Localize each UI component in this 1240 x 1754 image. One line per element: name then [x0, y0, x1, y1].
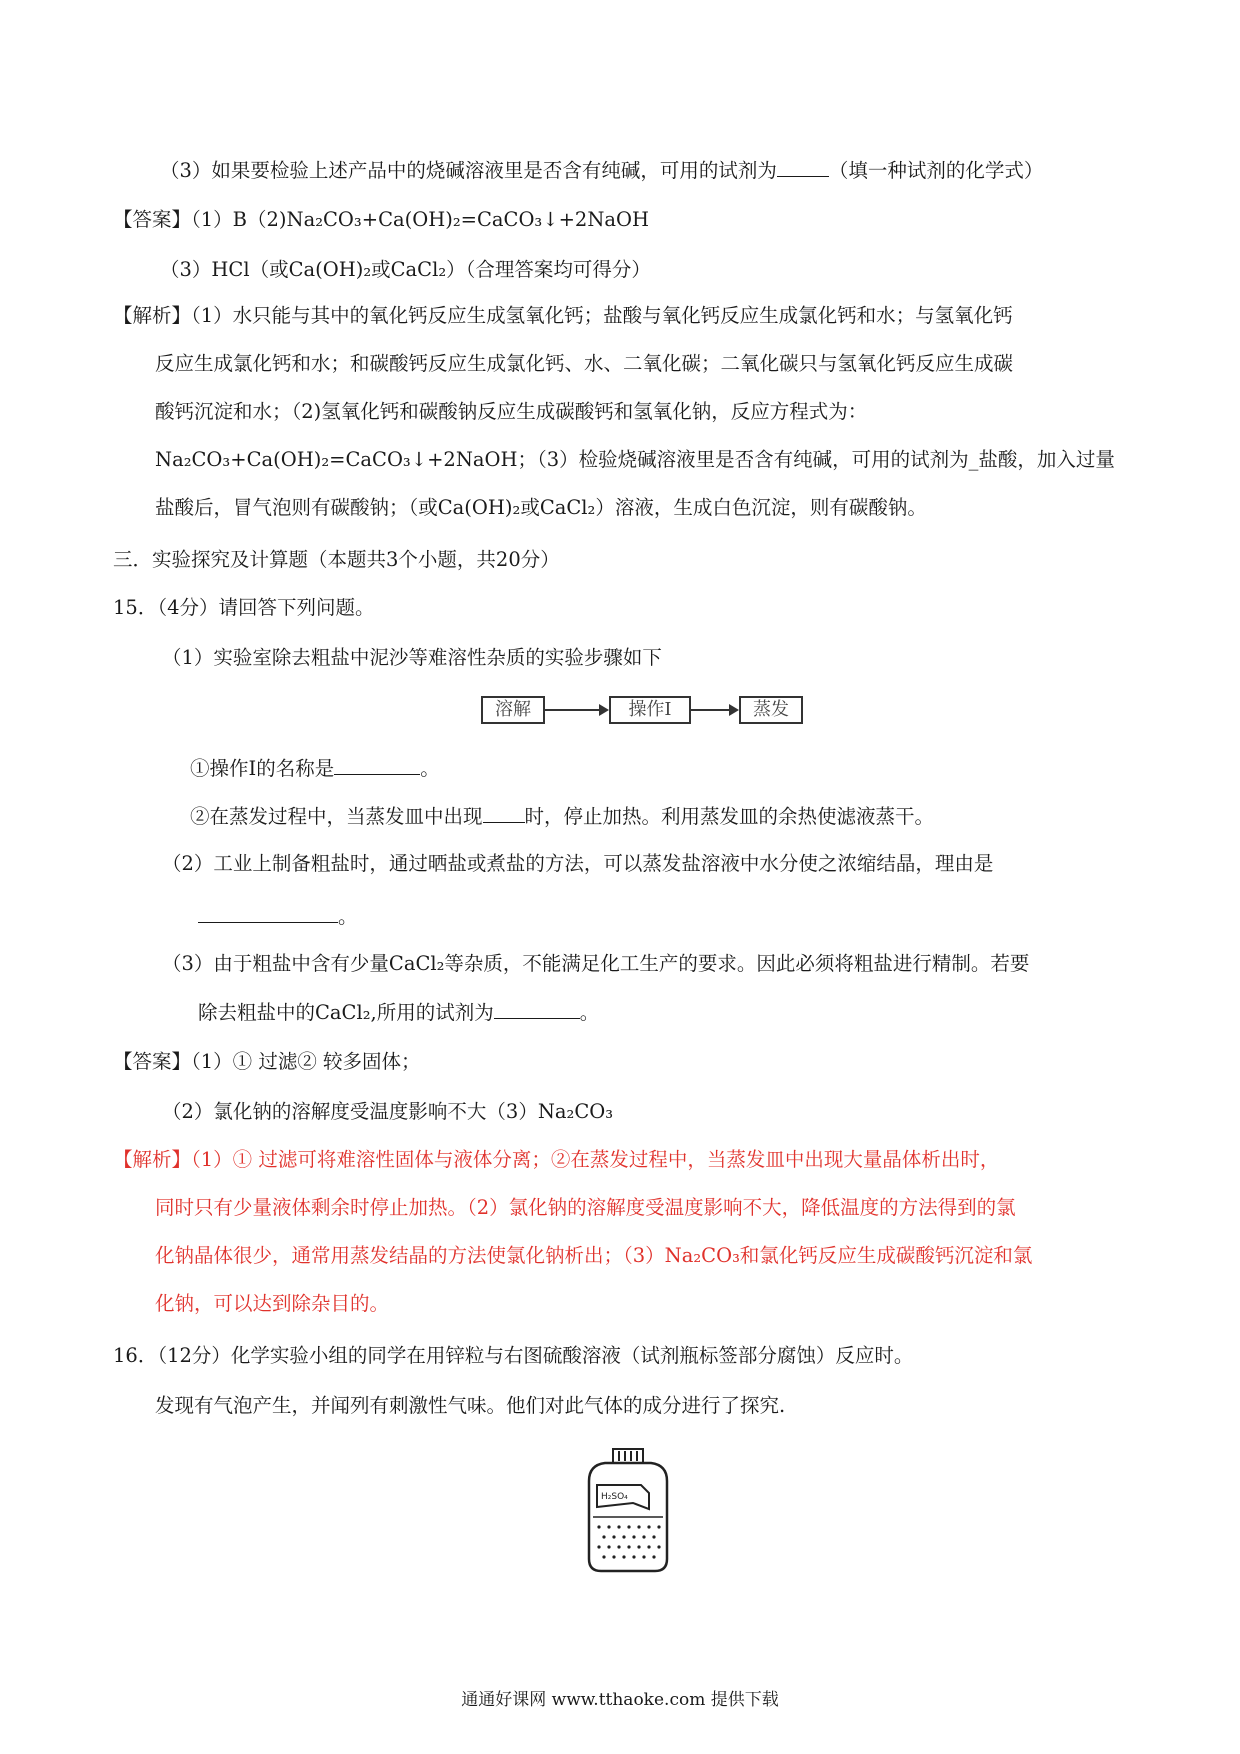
- analysis-line: 【解析】（1）水只能与其中的氧化钙反应生成氢氧化钙；盐酸与氧化钙反应生成氯化钙和水；与氢氧化钙: [113, 304, 1013, 327]
- flow-arrow: [545, 709, 601, 711]
- answer-blank: [198, 902, 338, 923]
- section-heading: 三．实验探究及计算题（本题共3个小题，共20分）: [113, 548, 560, 571]
- flowchart: [481, 696, 801, 736]
- analysis-line: 酸钙沉淀和水；（2)氢氧化钙和碳酸钠反应生成碳酸钙和氢氧化钠，反应方程式为：: [155, 400, 868, 423]
- analysis-line: Na₂CO₃+Ca(OH)₂=CaCO₃↓+2NaOH；（3）检验烧碱溶液里是否含有纯碱，可用的试剂为_盐酸，加入过量: [155, 448, 1115, 471]
- question-15-part-3-cont: 除去粗盐中的CaCl₂,所用的试剂为 。: [198, 998, 599, 1027]
- analysis-line: 同时只有少量液体剩余时停止加热。（2）氯化钠的溶解度受温度影响不大，降低温度的方法得到的氯: [155, 1196, 1016, 1219]
- analysis-line: 化钠，可以达到除杂目的。: [155, 1292, 390, 1315]
- question-16-stem-cont: 发现有气泡产生，并闻列有刺激性气味。他们对此气体的成分进行了探究.: [155, 1394, 786, 1417]
- analysis-line: 反应生成氯化钙和水；和碳酸钙反应生成氯化钙、水、二氧化碳；二氧化碳只与氢氧化钙反应生成碳: [155, 352, 1014, 375]
- analysis-line: 盐酸后，冒气泡则有碳酸钠；（或Ca(OH)₂或CaCl₂）溶液，生成白色沉淀，则有碳酸钠。: [155, 496, 927, 519]
- answer-line: 【答案】（1）B（2)Na₂CO₃+Ca(OH)₂=CaCO₃↓+2NaOH: [113, 208, 650, 231]
- bottle-label-text: H₂SO₄: [601, 1492, 628, 1502]
- analysis-line: 化钠晶体很少，通常用蒸发结晶的方法使氯化钠析出；（3）Na₂CO₃和氯化钙反应生成碳酸钙沉淀和氯: [155, 1244, 1033, 1267]
- question-14-part-3: （3）如果要检验上述产品中的烧碱溶液里是否含有纯碱，可用的试剂为 （填一种试剂的化学式）: [160, 156, 1043, 185]
- flow-step-operation: 操作Ⅰ: [609, 696, 691, 724]
- answer-blank: [494, 998, 580, 1019]
- answer-blank: [483, 802, 525, 823]
- question-15-part-3: （3）由于粗盐中含有少量CaCl₂等杂质，不能满足化工生产的要求。因此必须将粗盐进行精制。若要: [162, 952, 1030, 975]
- flow-arrow: [691, 709, 731, 711]
- flow-step-dissolve: 溶解: [481, 696, 545, 724]
- question-15-subq-1: ①操作Ⅰ的名称是 。: [190, 754, 440, 783]
- flow-step-evaporate: 蒸发: [739, 696, 803, 724]
- question-15-part-2: （2）工业上制备粗盐时，通过晒盐或煮盐的方法，可以蒸发盐溶液中水分使之浓缩结晶，理由是: [162, 852, 994, 875]
- analysis-line: 【解析】（1）① 过滤可将难溶性固体与液体分离；②在蒸发过程中，当蒸发皿中出现大量晶体析出时，: [113, 1148, 1000, 1171]
- answer-line: 【答案】（1）① 过滤② 较多固体；: [113, 1050, 421, 1073]
- question-15-part-2-blank: 。: [198, 902, 358, 931]
- answer-blank: [777, 156, 829, 177]
- answer-blank: [334, 754, 420, 775]
- question-15-subq-2: ②在蒸发过程中，当蒸发皿中出现 时，停止加热。利用蒸发皿的余热使滤液蒸干。: [190, 802, 934, 831]
- question-16-stem: 16．（12分）化学实验小组的同学在用锌粒与右图硫酸溶液（试剂瓶标签部分腐蚀）反应时。: [113, 1344, 914, 1367]
- reagent-bottle-icon: [583, 1447, 673, 1575]
- question-15-stem: 15．（4分）请回答下列问题。: [113, 596, 375, 619]
- answer-line: （2）氯化钠的溶解度受温度影响不大（3）Na₂CO₃: [162, 1100, 614, 1123]
- arrow-head-icon: [599, 704, 609, 716]
- answer-line: （3）HCl（或Ca(OH)₂或CaCl₂）（合理答案均可得分）: [160, 258, 651, 281]
- arrow-head-icon: [729, 704, 739, 716]
- page-footer: 通通好课网 www.tthaoke.com 提供下载: [461, 1690, 779, 1710]
- question-15-part-1: （1）实验室除去粗盐中泥沙等难溶性杂质的实验步骤如下: [162, 646, 662, 669]
